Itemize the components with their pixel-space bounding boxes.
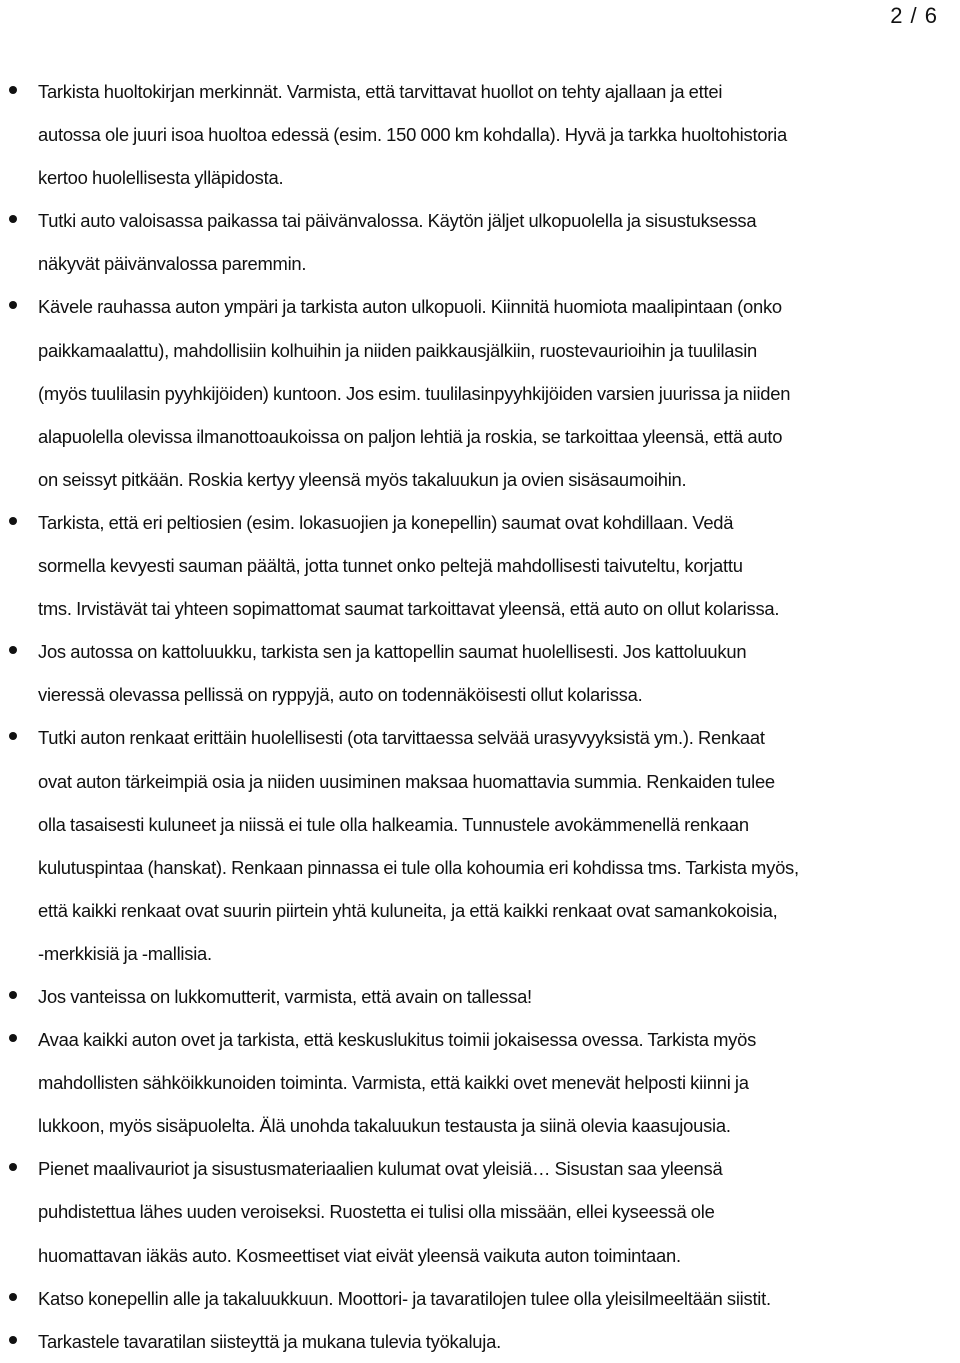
list-item (0, 70, 960, 199)
list-item-line: mahdollisten sähköikkunoiden toiminta. Varmista, että kaikki ovet menevät helposti kiinni ja (38, 1072, 749, 1094)
bullet-icon (9, 1034, 17, 1042)
list-item-line: alapuolella olevissa ilmanottoaukoissa on paljon lehtiä ja roskia, se tarkoittaa yleensä, että auto (38, 425, 783, 447)
list-item-line: Jos autossa on kattoluukku, tarkista sen ja kattopellin saumat huolellisesti. Jos kattoluukun (38, 641, 747, 663)
list-item-line: autossa ole juuri isoa huoltoa edessä (esim. 150 000 km kohdalla). Hyvä ja tarkka huoltohistoria (38, 124, 787, 146)
list-item-line: (myös tuulilasin pyyhkijöiden) kuntoon. Jos esim. tuulilasinpyyhkijöiden varsien juurissa ja niiden (38, 382, 791, 404)
list-item-line: lukkoon, myös sisäpuolelta. Älä unohda takaluukun testausta ja siinä olevia kaasujousia. (38, 1115, 731, 1137)
list-item-line: paikkamaalattu), mahdollisiin kolhuihin ja niiden paikkausjälkiin, ruostevaurioihin ja tuulilasin (38, 339, 758, 361)
page-number: 2 / 6 (890, 3, 938, 28)
list-item-line: olla tasaisesti kuluneet ja niissä ei tule olla halkeamia. Tunnustele avokämmenellä renkaan (38, 813, 749, 835)
bullet-icon (9, 1163, 17, 1171)
bullet-icon (9, 732, 17, 740)
list-item-line: kulutuspintaa (hanskat). Renkaan pinnassa ei tule olla kohoumia eri kohdissa tms. Tarkista myös, (38, 856, 799, 878)
list-item-line: puhdistettua lähes uuden veroiseksi. Ruostetta ei tulisi olla missään, ellei kyseessä ole (38, 1201, 715, 1223)
bullet-icon (9, 517, 17, 525)
bullet-icon (9, 991, 17, 999)
list-item-line: Pienet maalivauriot ja sisustusmateriaalien kulumat ovat yleisiä… Sisustan saa yleensä (38, 1158, 723, 1180)
list-item-line: Avaa kaikki auton ovet ja tarkista, että keskuslukitus toimii jokaisessa ovessa. Tarkista myös (38, 1029, 757, 1051)
list-item-line: Tarkista huoltokirjan merkinnät. Varmista, että tarvittavat huollot on tehty ajallaan ja ettei (38, 81, 723, 102)
list-item-line: Kävele rauhassa auton ympäri ja tarkista auton ulkopuoli. Kiinnitä huomiota maalipintaan (onko (38, 296, 782, 318)
list-item-line: vieressä olevassa pellissä on ryppyjä, auto on todennäköisesti ollut kolarissa. (38, 684, 643, 706)
list-item-line: Jos vanteissa on lukkomutterit, varmista, että avain on tallessa! (38, 985, 532, 1007)
list-item-line: Katso konepellin alle ja takaluukkuun. Moottori- ja tavaratilojen tulee olla yleisilmeeltään siistit. (38, 1287, 771, 1309)
list-item (0, 285, 960, 500)
list-item-line: on seissyt pitkään. Roskia kertyy yleensä myös takaluukun ja ovien sisäsaumoihin. (38, 468, 687, 490)
bullet-icon (9, 1336, 17, 1344)
list-item-line: Tutki auton renkaat erittäin huolellisesti (ota tarvittaessa selvää urasyvyyksistä ym.). Renkaat (38, 727, 765, 749)
list-item (0, 1320, 960, 1363)
list-item (0, 630, 960, 716)
list-item (0, 1147, 960, 1276)
list-item-line: huomattavan iäkäs auto. Kosmeettiset viat eivät yleensä vaikuta auton toimintaan. (38, 1244, 681, 1266)
list-item (0, 1277, 960, 1320)
bullet-icon (9, 646, 17, 654)
list-item (0, 501, 960, 630)
list-item-line: että kaikki renkaat ovat suurin piirtein yhtä kuluneita, ja että kaikki renkaat ovat samankokoisia, (38, 899, 778, 921)
list-item-line: tms. Irvistävät tai yhteen sopimattomat saumat tarkoittavat yleensä, että auto on ollut kolarissa. (38, 598, 780, 620)
list-item (0, 1018, 960, 1147)
list-item-line: kertoo huolellisesta ylläpidosta. (38, 167, 284, 189)
list-item-line: ovat auton tärkeimpiä osia ja niiden uusiminen maksaa huomattavia summia. Renkaiden tulee (38, 770, 775, 792)
bullet-icon (9, 301, 17, 309)
list-item-line: -merkkisiä ja -mallisia. (38, 942, 212, 964)
list-item-line: näkyvät päivänvalossa paremmin. (38, 253, 307, 275)
list-item-line: sormella kevyesti sauman päältä, jotta tunnet onko peltejä mahdollisesti taivuteltu, korjattu (38, 555, 743, 577)
list-item-line: Tutki auto valoisassa paikassa tai päivänvalossa. Käytön jäljet ulkopuolella ja sisustuksessa (38, 210, 757, 232)
list-item-line: Tarkastele tavaratilan siisteyttä ja mukana tulevia työkaluja. (38, 1330, 501, 1352)
list-item (0, 975, 960, 1018)
bullet-icon (9, 1293, 17, 1301)
checklist (0, 70, 960, 1363)
bullet-icon (9, 86, 17, 94)
list-item-line: Tarkista, että eri peltiosien (esim. lokasuojien ja konepellin) saumat ovat kohdillaan. Vedä (38, 511, 734, 533)
list-item (0, 716, 960, 975)
list-item (0, 199, 960, 285)
bullet-icon (9, 215, 17, 223)
